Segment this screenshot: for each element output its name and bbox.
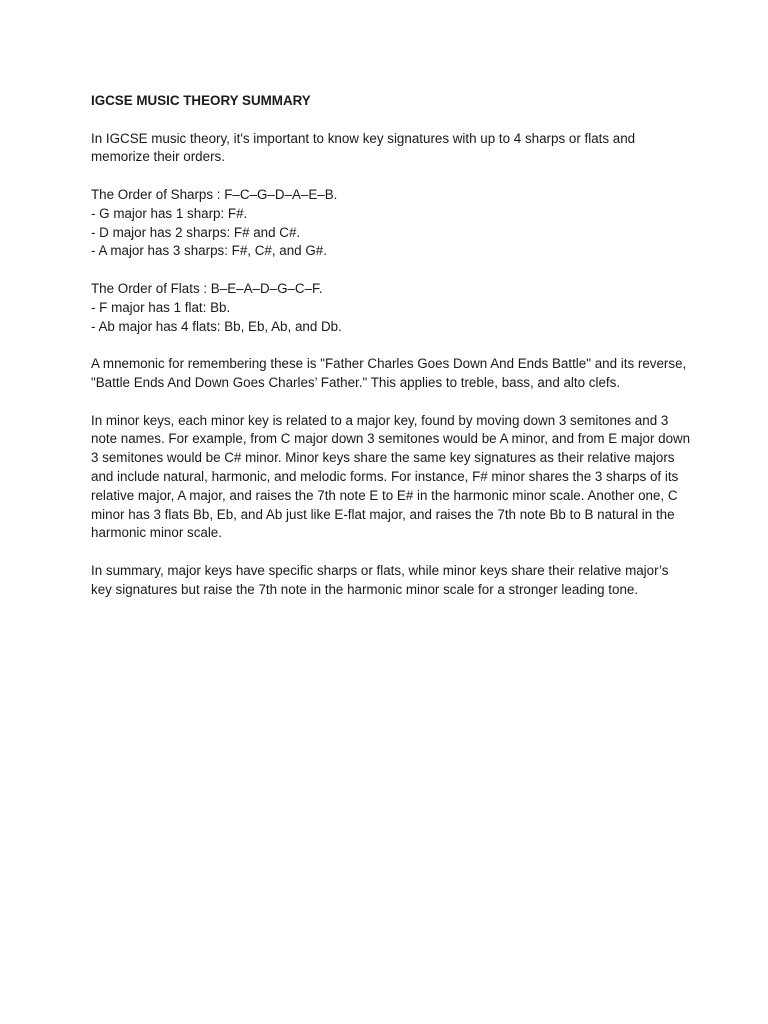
flats-item: - Ab major has 4 flats: Bb, Eb, Ab, and Db. bbox=[91, 318, 342, 334]
summary-paragraph: In summary, major keys have specific sharps or flats, while minor keys share their relative major’s key signatures but raise the 7th note in the harmonic minor scale for a stronger leading tone. bbox=[91, 562, 669, 597]
flats-section bbox=[91, 280, 691, 336]
sharps-item: - A major has 3 sharps: F#, C#, and G#. bbox=[91, 243, 327, 259]
intro-paragraph: In IGCSE music theory, it's important to know key signatures with up to 4 sharps or flats and memorize their orders. bbox=[91, 130, 636, 165]
sharps-item: - G major has 1 sharp: F#. bbox=[91, 205, 248, 221]
document-page bbox=[91, 92, 691, 618]
sharps-section bbox=[91, 186, 691, 261]
flats-heading: The Order of Flats : B–E–A–D–G–C–F. bbox=[91, 280, 323, 296]
sharps-heading: The Order of Sharps : F–C–G–D–A–E–B. bbox=[91, 186, 338, 202]
sharps-item: - D major has 2 sharps: F# and C#. bbox=[91, 224, 301, 240]
minor-keys-paragraph: In minor keys, each minor key is related to a major key, found by moving down 3 semitones and 3 note names. For example, from C major down 3 semitones would be A minor, and from E major down 3 semitones would be C# minor. Minor keys share the same key signatures as their relative majors and include natural, harmonic, and melodic forms. For instance, F# minor shares the 3 sharps of its relative major, A major, and raises the 7th note E to E# in the harmonic minor scale. Another one, C minor has 3 flats Bb, Eb, and Ab just like E-flat major, and raises the 7th note Bb to B natural in the harmonic minor scale. bbox=[91, 412, 691, 541]
flats-item: - F major has 1 flat: Bb. bbox=[91, 299, 231, 315]
document-title: IGCSE MUSIC THEORY SUMMARY bbox=[91, 93, 311, 108]
mnemonic-paragraph: A mnemonic for remembering these is "Father Charles Goes Down And Ends Battle" and its reverse, "Battle Ends And Down Goes Charles’ Father." This applies to treble, bass, and alto clefs. bbox=[91, 356, 687, 390]
